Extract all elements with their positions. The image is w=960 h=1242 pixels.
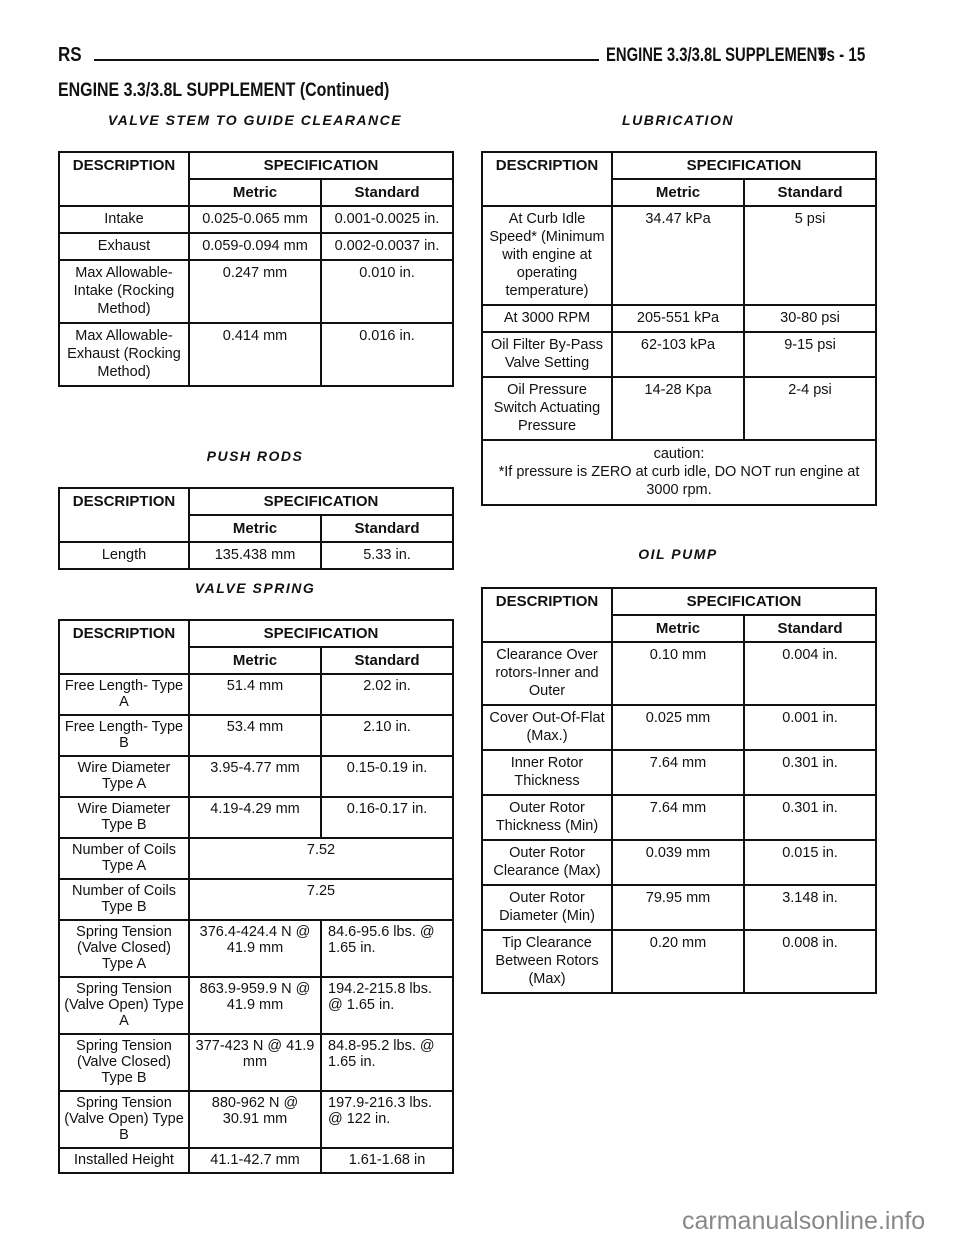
cell-standard: 2-4 psi bbox=[744, 377, 876, 440]
section-title-suffix: (Continued) bbox=[299, 80, 390, 101]
col-header-metric: Metric bbox=[189, 647, 321, 674]
table-row bbox=[482, 305, 876, 332]
col-header-specification: SPECIFICATION bbox=[189, 488, 453, 515]
cell-metric: 0.025-0.065 mm bbox=[189, 206, 321, 233]
table-row bbox=[482, 840, 876, 885]
cell-metric: 0.20 mm bbox=[612, 930, 744, 993]
cell-description: Clearance Over rotors-Inner and Outer bbox=[482, 642, 612, 705]
cell-standard: 84.6-95.6 lbs. @ 1.65 in. bbox=[321, 920, 453, 977]
cell-standard: 5.33 in. bbox=[321, 542, 453, 569]
cell-value: 7.52 bbox=[189, 838, 453, 879]
cell-standard: 0.002-0.0037 in. bbox=[321, 233, 453, 260]
cell-standard: 0.008 in. bbox=[744, 930, 876, 993]
table-row bbox=[59, 879, 453, 920]
cell-description: Spring Tension (Valve Open) Type A bbox=[59, 977, 189, 1034]
cell-metric: 51.4 mm bbox=[189, 674, 321, 715]
cell-description: Number of Coils Type A bbox=[59, 838, 189, 879]
cell-description: Intake bbox=[59, 206, 189, 233]
col-header-description: DESCRIPTION bbox=[482, 152, 612, 206]
cell-description: At 3000 RPM bbox=[482, 305, 612, 332]
col-header-metric: Metric bbox=[612, 179, 744, 206]
col-header-description: DESCRIPTION bbox=[482, 588, 612, 642]
cell-standard: 30-80 psi bbox=[744, 305, 876, 332]
cell-description: Outer Rotor Diameter (Min) bbox=[482, 885, 612, 930]
table-row bbox=[482, 885, 876, 930]
cell-metric: 0.414 mm bbox=[189, 323, 321, 386]
cell-metric: 53.4 mm bbox=[189, 715, 321, 756]
section-title-main: ENGINE 3.3/3.8L SUPPLEMENT bbox=[58, 80, 296, 101]
table-row bbox=[482, 795, 876, 840]
col-header-standard: Standard bbox=[321, 179, 453, 206]
table-row bbox=[59, 797, 453, 838]
col-header-description: DESCRIPTION bbox=[59, 620, 189, 674]
cell-metric: 135.438 mm bbox=[189, 542, 321, 569]
col-header-specification: SPECIFICATION bbox=[612, 588, 876, 615]
cell-description: Spring Tension (Valve Open) Type B bbox=[59, 1091, 189, 1148]
cell-standard: 0.001 in. bbox=[744, 705, 876, 750]
cell-description: Wire Diameter Type B bbox=[59, 797, 189, 838]
cell-metric: 377-423 N @ 41.9 mm bbox=[189, 1034, 321, 1091]
cell-description: Max Allowable- Exhaust (Rocking Method) bbox=[59, 323, 189, 386]
col-header-standard: Standard bbox=[744, 615, 876, 642]
table-row bbox=[482, 206, 876, 305]
cell-standard: 0.16-0.17 in. bbox=[321, 797, 453, 838]
col-header-standard: Standard bbox=[321, 647, 453, 674]
cell-standard: 2.02 in. bbox=[321, 674, 453, 715]
cell-description: Number of Coils Type B bbox=[59, 879, 189, 920]
col-header-description: DESCRIPTION bbox=[59, 152, 189, 206]
table-row bbox=[482, 332, 876, 377]
col-header-specification: SPECIFICATION bbox=[612, 152, 876, 179]
cell-description: Spring Tension (Valve Closed) Type A bbox=[59, 920, 189, 977]
cell-standard: 5 psi bbox=[744, 206, 876, 305]
cell-standard: 197.9-216.3 lbs. @ 122 in. bbox=[321, 1091, 453, 1148]
cell-description: Wire Diameter Type A bbox=[59, 756, 189, 797]
cell-standard: 9-15 psi bbox=[744, 332, 876, 377]
cell-description: Cover Out-Of-Flat (Max.) bbox=[482, 705, 612, 750]
cell-description: Inner Rotor Thickness bbox=[482, 750, 612, 795]
table-row bbox=[59, 756, 453, 797]
table-row bbox=[59, 1148, 453, 1173]
cell-standard: 84.8-95.2 lbs. @ 1.65 in. bbox=[321, 1034, 453, 1091]
cell-description: Outer Rotor Thickness (Min) bbox=[482, 795, 612, 840]
watermark: carmanualsonline.info bbox=[682, 1207, 926, 1235]
cell-standard: 0.015 in. bbox=[744, 840, 876, 885]
cell-description: Outer Rotor Clearance (Max) bbox=[482, 840, 612, 885]
table-row bbox=[482, 377, 876, 440]
cell-description: Free Length- Type A bbox=[59, 674, 189, 715]
page-number: 9s - 15 bbox=[818, 45, 866, 66]
table-row bbox=[59, 1034, 453, 1091]
cell-metric: 880-962 N @ 30.91 mm bbox=[189, 1091, 321, 1148]
valve-stem-title: VALVE STEM TO GUIDE CLEARANCE bbox=[107, 112, 403, 128]
cell-standard: 1.61-1.68 in bbox=[321, 1148, 453, 1173]
cell-metric: 0.039 mm bbox=[612, 840, 744, 885]
cell-standard: 2.10 in. bbox=[321, 715, 453, 756]
cell-description: Tip Clearance Between Rotors (Max) bbox=[482, 930, 612, 993]
section-title bbox=[58, 80, 389, 102]
cell-metric: 0.247 mm bbox=[189, 260, 321, 323]
cell-description: Oil Filter By-Pass Valve Setting bbox=[482, 332, 612, 377]
table-row bbox=[482, 705, 876, 750]
cell-value: 7.25 bbox=[189, 879, 453, 920]
cell-standard: 0.010 in. bbox=[321, 260, 453, 323]
cell-standard: 0.15-0.19 in. bbox=[321, 756, 453, 797]
cell-metric: 7.64 mm bbox=[612, 795, 744, 840]
cell-metric: 14-28 Kpa bbox=[612, 377, 744, 440]
push-rods-title: PUSH RODS bbox=[206, 448, 304, 464]
col-header-metric: Metric bbox=[189, 179, 321, 206]
cell-standard: 0.001-0.0025 in. bbox=[321, 206, 453, 233]
oil-pump-table bbox=[481, 587, 877, 994]
cell-description: Spring Tension (Valve Closed) Type B bbox=[59, 1034, 189, 1091]
cell-metric: 4.19-4.29 mm bbox=[189, 797, 321, 838]
table-row bbox=[59, 674, 453, 715]
col-header-metric: Metric bbox=[189, 515, 321, 542]
col-header-metric: Metric bbox=[612, 615, 744, 642]
table-row bbox=[59, 715, 453, 756]
cell-metric: 0.059-0.094 mm bbox=[189, 233, 321, 260]
valve-stem-table bbox=[58, 151, 454, 387]
col-header-standard: Standard bbox=[744, 179, 876, 206]
table-row bbox=[59, 838, 453, 879]
cell-metric: 79.95 mm bbox=[612, 885, 744, 930]
cell-metric: 62-103 kPa bbox=[612, 332, 744, 377]
lubrication-table bbox=[481, 151, 877, 506]
cell-metric: 0.025 mm bbox=[612, 705, 744, 750]
cell-standard: 0.301 in. bbox=[744, 750, 876, 795]
page-header bbox=[58, 44, 876, 70]
cell-metric: 7.64 mm bbox=[612, 750, 744, 795]
table-row bbox=[482, 750, 876, 795]
cell-description: Exhaust bbox=[59, 233, 189, 260]
table-row bbox=[59, 542, 453, 569]
cell-standard: 0.301 in. bbox=[744, 795, 876, 840]
cell-metric: 41.1-42.7 mm bbox=[189, 1148, 321, 1173]
cell-description: Installed Height bbox=[59, 1148, 189, 1173]
valve-spring-title: VALVE SPRING bbox=[194, 580, 316, 596]
valve-spring-table bbox=[58, 619, 454, 1174]
header-rule bbox=[94, 59, 599, 61]
table-row bbox=[59, 206, 453, 233]
cell-metric: 34.47 kPa bbox=[612, 206, 744, 305]
table-row bbox=[59, 1091, 453, 1148]
table-row bbox=[482, 642, 876, 705]
table-row bbox=[59, 233, 453, 260]
cell-description: Oil Pressure Switch Actuating Pressure bbox=[482, 377, 612, 440]
cell-standard: 194.2-215.8 lbs. @ 1.65 in. bbox=[321, 977, 453, 1034]
cell-standard: 0.016 in. bbox=[321, 323, 453, 386]
col-header-description: DESCRIPTION bbox=[59, 488, 189, 542]
cell-metric: 376.4-424.4 N @ 41.9 mm bbox=[189, 920, 321, 977]
cell-metric: 205-551 kPa bbox=[612, 305, 744, 332]
cell-standard: 3.148 in. bbox=[744, 885, 876, 930]
col-header-specification: SPECIFICATION bbox=[189, 152, 453, 179]
col-header-specification: SPECIFICATION bbox=[189, 620, 453, 647]
cell-metric: 0.10 mm bbox=[612, 642, 744, 705]
caution-label: caution: bbox=[653, 446, 705, 462]
cell-description: At Curb Idle Speed* (Minimum with engine at operating temperature) bbox=[482, 206, 612, 305]
table-row bbox=[482, 930, 876, 993]
table-row bbox=[59, 260, 453, 323]
cell-standard: 0.004 in. bbox=[744, 642, 876, 705]
cell-metric: 3.95-4.77 mm bbox=[189, 756, 321, 797]
table-row bbox=[59, 920, 453, 977]
cell-description: Free Length- Type B bbox=[59, 715, 189, 756]
oil-pump-title: OIL PUMP bbox=[638, 546, 718, 562]
header-vehicle-code: RS bbox=[58, 44, 82, 66]
lubrication-title: LUBRICATION bbox=[622, 112, 734, 128]
cell-description: Max Allowable- Intake (Rocking Method) bbox=[59, 260, 189, 323]
cell-description: Length bbox=[59, 542, 189, 569]
caution-text: *If pressure is ZERO at curb idle, DO NOT run engine at 3000 rpm. bbox=[498, 464, 860, 498]
caution-note bbox=[482, 440, 876, 505]
table-row bbox=[59, 323, 453, 386]
header-title: ENGINE 3.3/3.8L SUPPLEMENT bbox=[606, 45, 827, 66]
push-rods-table bbox=[58, 487, 454, 570]
col-header-standard: Standard bbox=[321, 515, 453, 542]
cell-metric: 863.9-959.9 N @ 41.9 mm bbox=[189, 977, 321, 1034]
table-row bbox=[59, 977, 453, 1034]
